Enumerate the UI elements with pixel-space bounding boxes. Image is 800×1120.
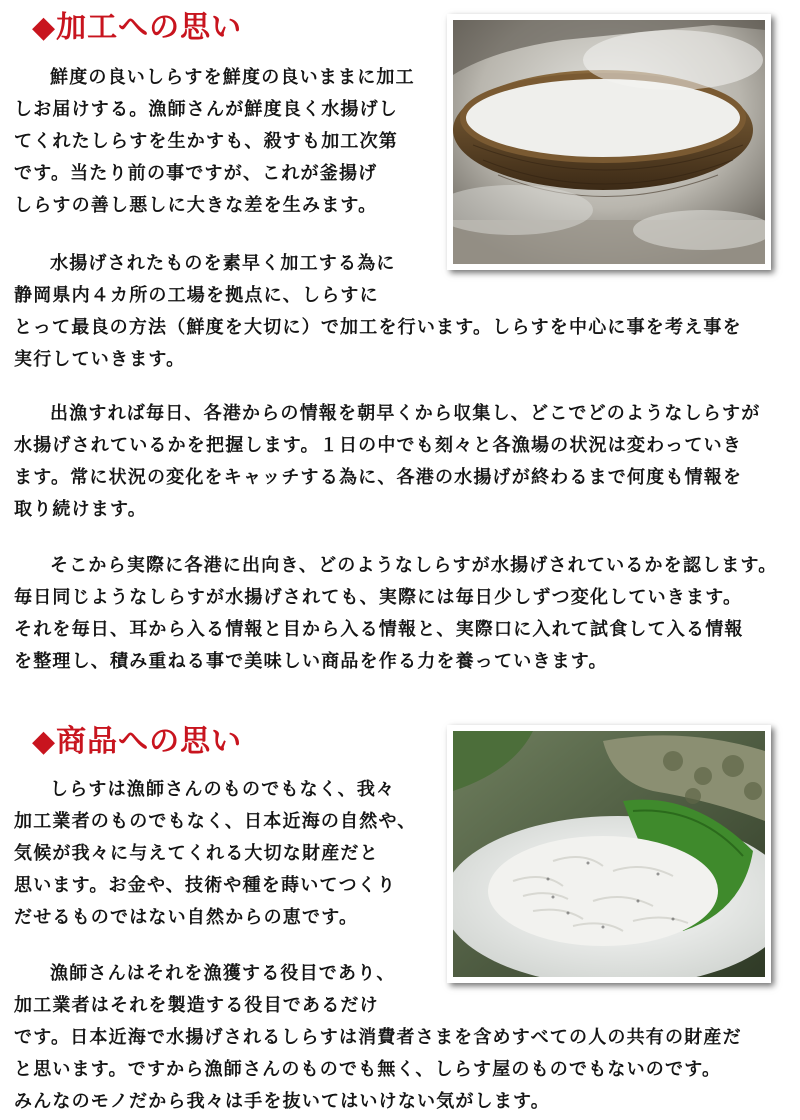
text-line: とって最良の方法（鮮度を大切に）で加工を行います。しらすを中心に事を考え事を [14,317,742,338]
text-line: 加工業者はそれを製造する役目であるだけ [14,995,379,1016]
text-line: 毎日同じようなしらすが水揚げされても、実際には毎日少しずつ変化していきます。 [14,587,743,608]
text-line: 実行していきます。 [14,349,186,370]
text-line: そこから実際に各港に出向き、どのようなしらすが水揚げされているかを認します。 [50,555,778,576]
text-line: 出漁すれば毎日、各港からの情報を朝早くから収集し、どこでどのようなしらすが [50,403,761,424]
text-line: しらすは漁師さんのものでもなく、我々 [50,779,396,800]
heading-product: ◆商品への思い [32,724,243,759]
text-line: 思います。お金や、技術や種を蒔いてつくり [14,875,397,896]
text-line: 静岡県内４カ所の工場を拠点に、しらすに [14,285,379,306]
text-line: ます。常に状況の変化をキャッチする為に、各港の水揚げが終わるまで何度も情報を [14,467,743,488]
text-line: てくれたしらすを生かすも、殺すも加工次第 [14,131,398,152]
text-line: 取り続けます。 [14,499,147,520]
paragraph-2 [14,248,772,376]
paragraph-3 [14,398,772,526]
text-line: みんなのモノだから我々は手を抜いてはいけない気がします。 [14,1091,550,1112]
heading-processing: ◆加工への思い [32,10,243,45]
shirasu-dish-image [453,731,765,977]
text-line: です。日本近海で水揚げされるしらすは消費者さまを含めすべての人の共有の財産だ [14,1027,742,1048]
photo-shirasu-dish [447,725,771,983]
photo-steaming-basket [447,14,771,270]
text-line: と思います。ですから漁師さんのものでも無く、しらす屋のものでもないのです。 [14,1059,722,1080]
paragraph-4 [14,550,784,678]
text-line: です。当たり前の事ですが、これが釜揚げ [14,163,378,184]
text-line: だせるものではない自然からの恵です。 [14,907,359,928]
text-line: 鮮度の良いしらすを鮮度の良いままに加工 [50,67,415,88]
text-line: しお届けする。漁師さんが鮮度良く水揚げし [14,99,398,120]
text-line: それを毎日、耳から入る情報と目から入る情報と、実際口に入れて試食して入る情報 [14,619,744,640]
text-line: 加工業者のものでもなく、日本近海の自然や、 [14,811,417,832]
paragraph-6 [14,958,784,1118]
text-line: 水揚げされたものを素早く加工する為に [50,253,396,274]
text-line: を整理し、積み重ねる事で美味しい商品を作る力を養っていきます。 [14,651,608,672]
text-line: しらすの善し悪しに大きな差を生みます。 [14,195,378,216]
paragraph-1 [14,62,432,222]
paragraph-5 [14,774,432,934]
text-line: 漁師さんはそれを漁獲する役目であり、 [50,963,396,984]
text-line: 水揚げされているかを把握します。１日の中でも刻々と各漁場の状況は変わっていき [14,435,742,456]
text-line: 気候が我々に与えてくれる大切な財産だと [14,843,379,864]
steaming-basket-image [453,20,765,264]
